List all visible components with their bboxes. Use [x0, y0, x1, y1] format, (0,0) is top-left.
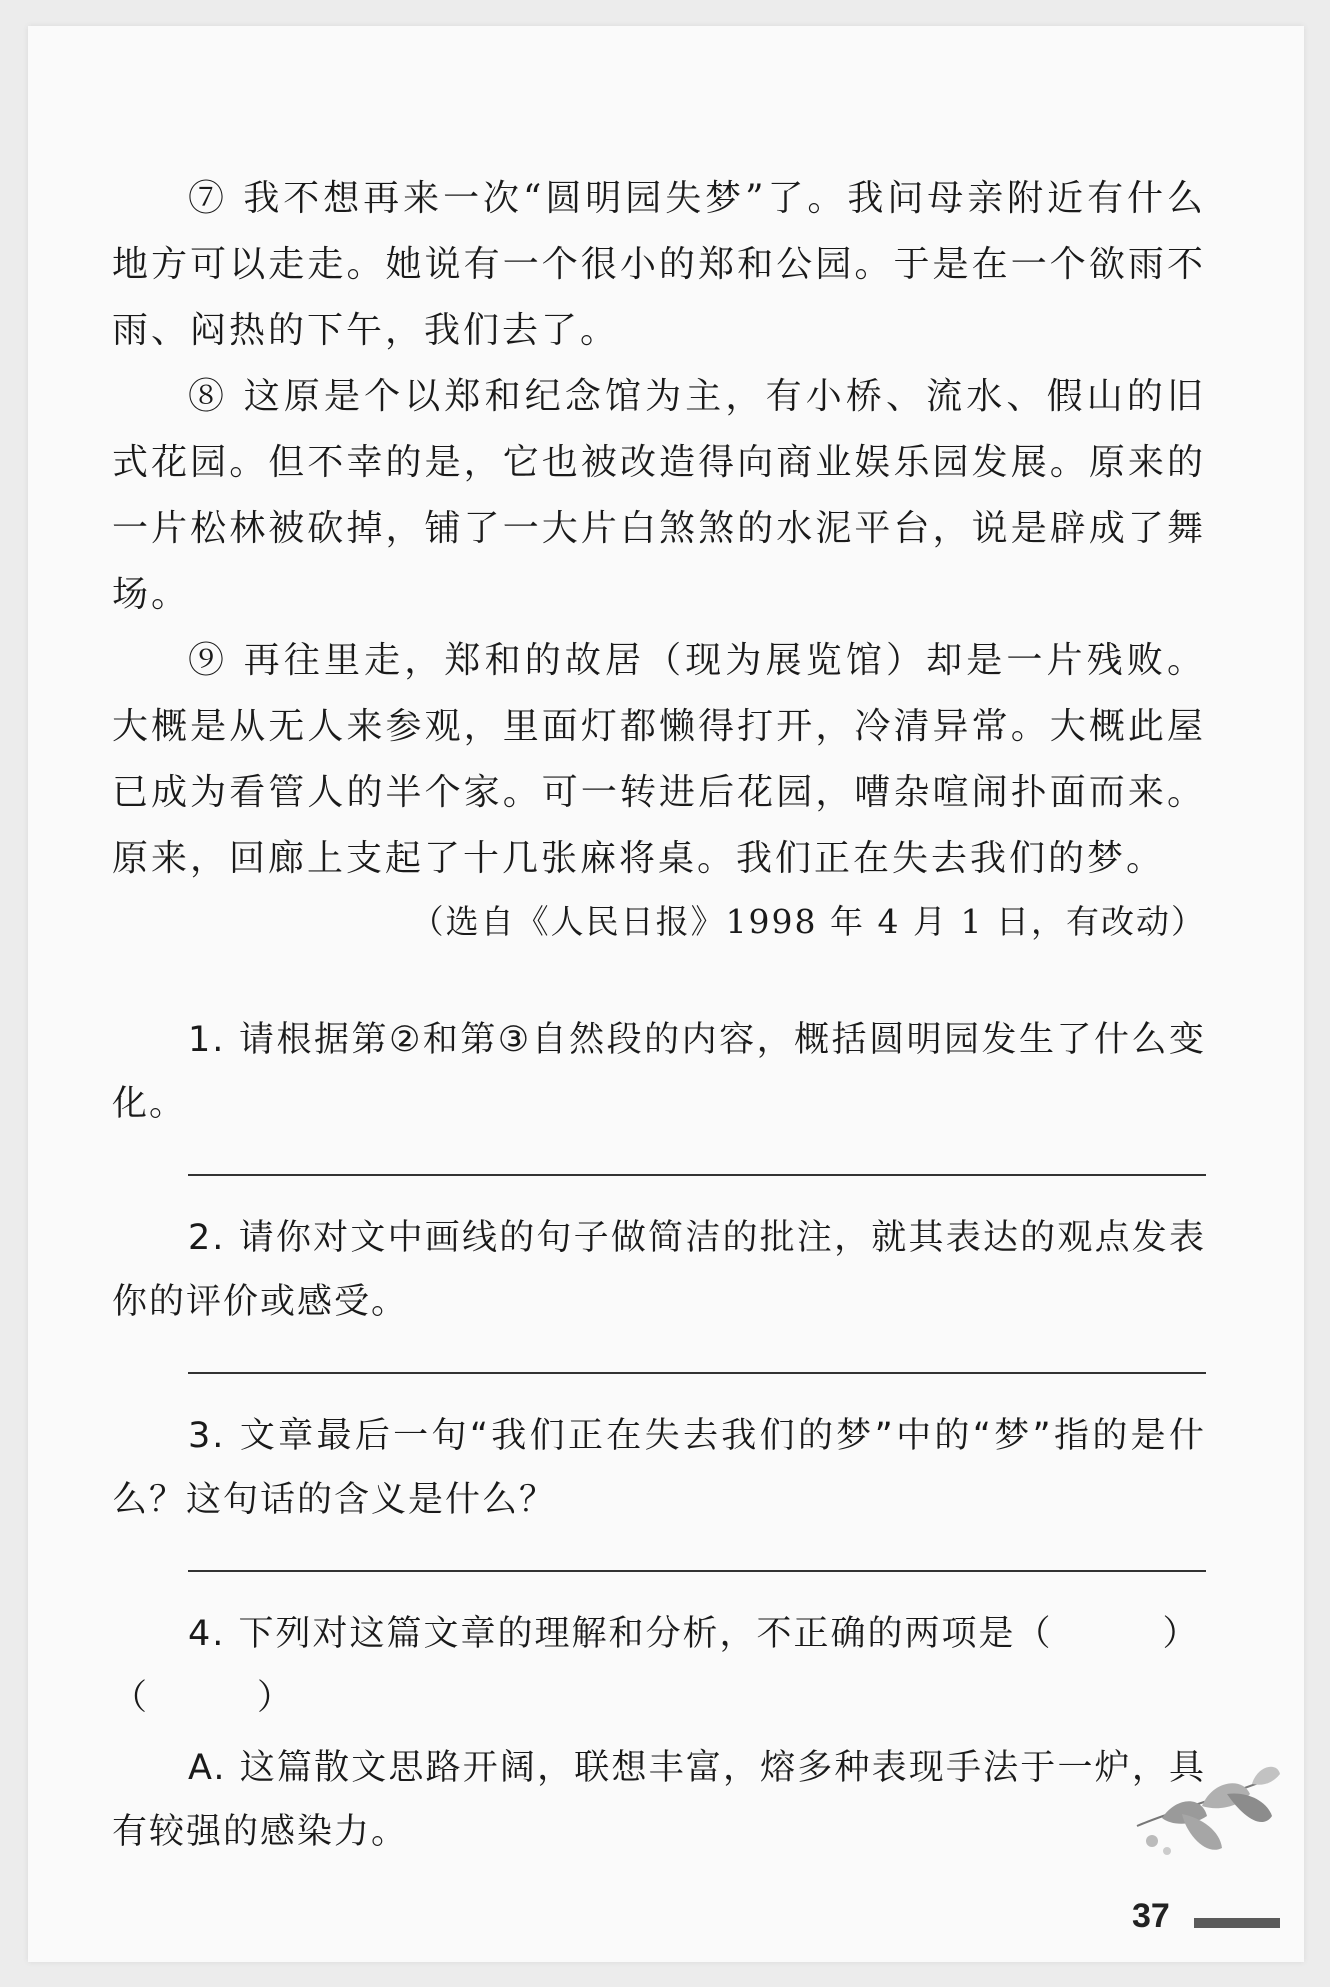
paragraph-7: ⑦ 我不想再来一次“圆明园失梦”了。我问母亲附近有什么地方可以走走。她说有一个很小的郑和公园。于是在一个欲雨不雨、闷热的下午，我们去了。 [112, 178, 1206, 351]
source-citation: （选自《人民日报》1998 年 4 月 1 日，有改动） [410, 902, 1206, 941]
paragraph-9: ⑨ 再往里走，郑和的故居（现为展览馆）却是一片残败。大概是从无人来参观，里面灯都懒得打开，冷清异常。大概此屋已成为看管人的半个家。可一转进后花园，嘈杂喧闹扑面而来。原来，回廊上支起了十几张麻将桌。我们正在失去我们的梦。 [112, 640, 1206, 879]
question-4 [112, 1602, 1206, 1666]
page-number: 37 [1132, 1897, 1170, 1935]
answer-bracket-2[interactable]: （ ） [112, 1678, 293, 1718]
answer-bracket-1[interactable]: （ ） [1015, 1614, 1200, 1654]
question-4-text: 4. 下列对这篇文章的理解和分析，不正确的两项是 [188, 1614, 1016, 1654]
answer-line-1[interactable] [188, 1174, 1206, 1176]
question-2: 2. 请你对文中画线的句子做简洁的批注，就其表达的观点发表你的评价或感受。 [112, 1218, 1206, 1322]
page-number-bar [1194, 1918, 1280, 1928]
page-content [112, 166, 1206, 1864]
question-3: 3. 文章最后一句“我们正在失去我们的梦”中的“梦”指的是什么？这句话的含义是什么？ [112, 1416, 1206, 1520]
page-footer [1132, 1756, 1282, 1936]
answer-line-2[interactable] [188, 1372, 1206, 1374]
question-1: 1. 请根据第②和第③自然段的内容，概括圆明园发生了什么变化。 [112, 1020, 1206, 1124]
option-a: A. 这篇散文思路开阔，联想丰富，熔多种表现手法于一炉，具有较强的感染力。 [112, 1748, 1206, 1852]
leaf-decoration-icon [1132, 1756, 1282, 1886]
answer-line-3[interactable] [188, 1570, 1206, 1572]
document-page [28, 26, 1304, 1962]
question-list [112, 1008, 1206, 1864]
reading-passage [112, 166, 1206, 952]
paragraph-8: ⑧ 这原是个以郑和纪念馆为主，有小桥、流水、假山的旧式花园。但不幸的是，它也被改造得向商业娱乐园发展。原来的一片松林被砍掉，铺了一大片白煞煞的水泥平台，说是辟成了舞场。 [112, 376, 1206, 615]
